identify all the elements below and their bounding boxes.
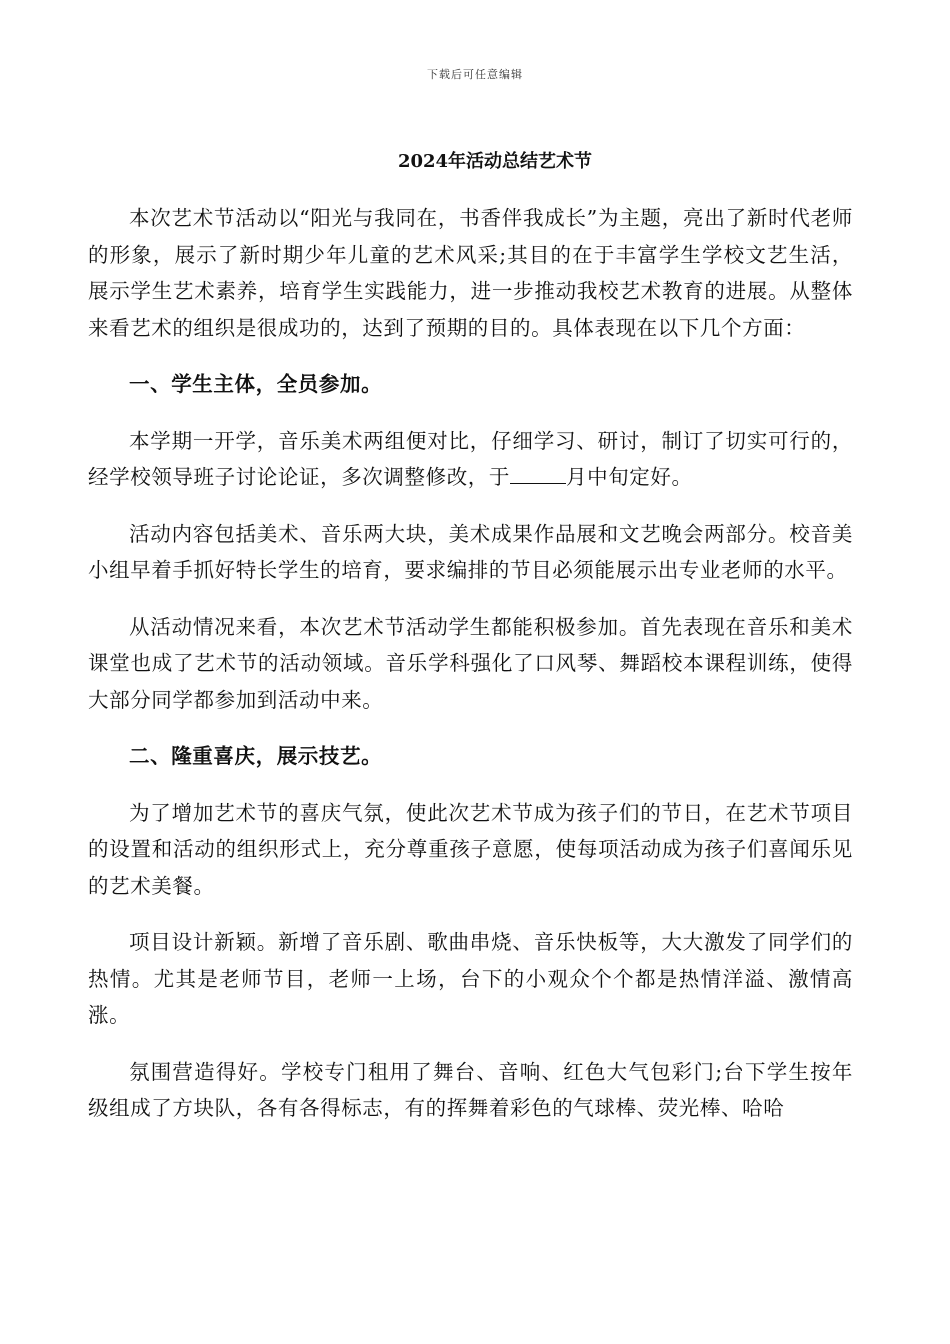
section1-p1-text-before-blank: 本学期一开学，音乐美术两组便对比，仔细学习、研讨，制订了切实可行的，经学校领导班子讨论论证，多次调整修改，于 [88,428,853,489]
section1-paragraph-3: 从活动情况来看，本次艺术节活动学生都能积极参加。首先表现在音乐和美术课堂也成了艺术节的活动领域。音乐学科强化了口风琴、舞蹈校本课程训练，使得大部分同学都参加到活动中来。 [88,614,853,712]
section1-p1-text-after-blank: 月中旬定好。 [566,465,693,489]
section2-paragraph-1: 为了增加艺术节的喜庆气氛，使此次艺术节成为孩子们的节日，在艺术节项目的设置和活动的组织形式上，充分尊重孩子意愿，使每项活动成为孩子们喜闻乐见的艺术美餐。 [88,800,853,898]
fill-in-blank [510,463,566,484]
document-body [88,200,853,1147]
section1-paragraph-1 [88,423,853,496]
document-title: 2024年活动总结艺术节 [397,151,593,172]
section-heading-1: 一、学生主体，全员参加。 [129,372,383,396]
section-heading-2: 二、隆重喜庆，展示技艺。 [129,744,383,768]
header-note: 下载后可任意编辑 [427,68,523,81]
section2-paragraph-3: 氛围营造得好。学校专门租用了舞台、音响、红色大气包彩门;台下学生按年级组成了方块队，各有各得标志，有的挥舞着彩色的气球棒、荧光棒、哈哈 [88,1059,853,1120]
section2-paragraph-2: 项目设计新颖。新增了音乐剧、歌曲串烧、音乐快板等，大大激发了同学们的热情。尤其是老师节目，老师一上场，台下的小观众个个都是热情洋溢、激情高涨。 [88,930,853,1027]
intro-paragraph: 本次艺术节活动以“阳光与我同在，书香伴我成长”为主题，亮出了新时代老师的形象，展示了新时期少年儿童的艺术风采;其目的在于丰富学生学校文艺生活，展示学生艺术素养，培育学生实践能力，进一步推动我校艺术教育的进展。从整体来看艺术的组织是很成功的，达到了预期的目的。具体表现在以下几个方面： [88,206,853,340]
section1-paragraph-2: 活动内容包括美术、音乐两大块，美术成果作品展和文艺晚会两部分。校音美小组早着手抓好特长学生的培育，要求编排的节目必须能展示出专业老师的水平。 [88,521,853,582]
